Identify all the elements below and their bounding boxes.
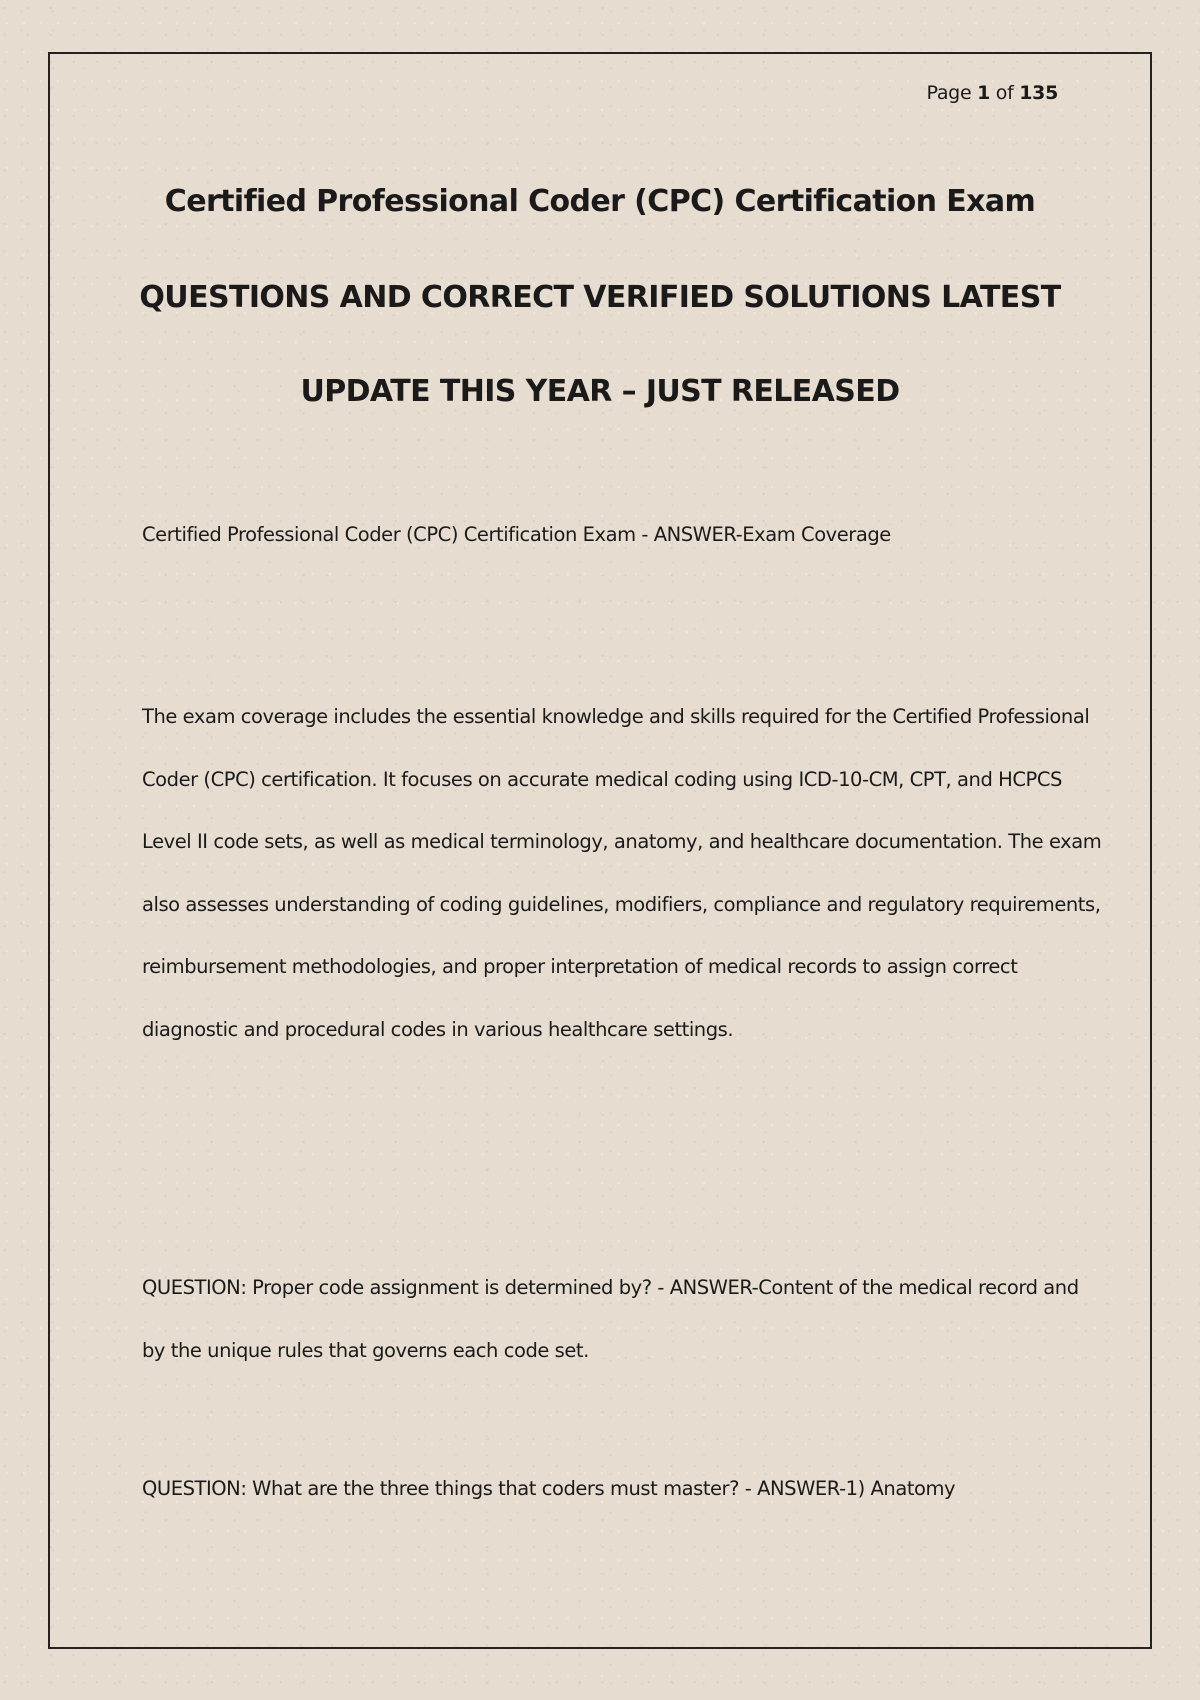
page-current: 1 (977, 82, 991, 104)
page-label-prefix: Page (926, 82, 972, 104)
coverage-heading-paragraph: Certified Professional Coder (CPC) Certification Exam - ANSWER-Exam Coverage (142, 523, 891, 546)
question-2-paragraph: QUESTION: What are the three things that coders must master? - ANSWER-1) Anatomy (142, 1477, 956, 1500)
question-1-paragraph: QUESTION: Proper code assignment is determined by? - ANSWER-Content of the medical record and by the unique rules that governs each code set. (142, 1276, 1079, 1362)
document-title-line-1: Certified Professional Coder (CPC) Certification Exam (164, 184, 1036, 219)
page-number (927, 82, 1058, 104)
coverage-body-paragraph: The exam coverage includes the essential knowledge and skills required for the Certified Professional Coder (CPC) certification. It focuses on accurate medical coding using ICD-10-CM, CPT, and HCPCS Level II code sets, as well as medical terminology, anatomy, and healthcare documentation. The exam also assesses understanding of coding guidelines, modifiers, compliance and regulatory requirements, reimbursement methodologies, and proper interpretation of medical records to assign correct diagnostic and procedural codes in various healthcare settings. (142, 705, 1102, 1041)
document-page (48, 52, 1152, 1649)
page-label-of: of (995, 82, 1014, 104)
document-title-line-2: QUESTIONS AND CORRECT VERIFIED SOLUTIONS LATEST (139, 280, 1061, 315)
page-total: 135 (1019, 82, 1058, 104)
document-title-line-3: UPDATE THIS YEAR – JUST RELEASED (300, 374, 900, 409)
